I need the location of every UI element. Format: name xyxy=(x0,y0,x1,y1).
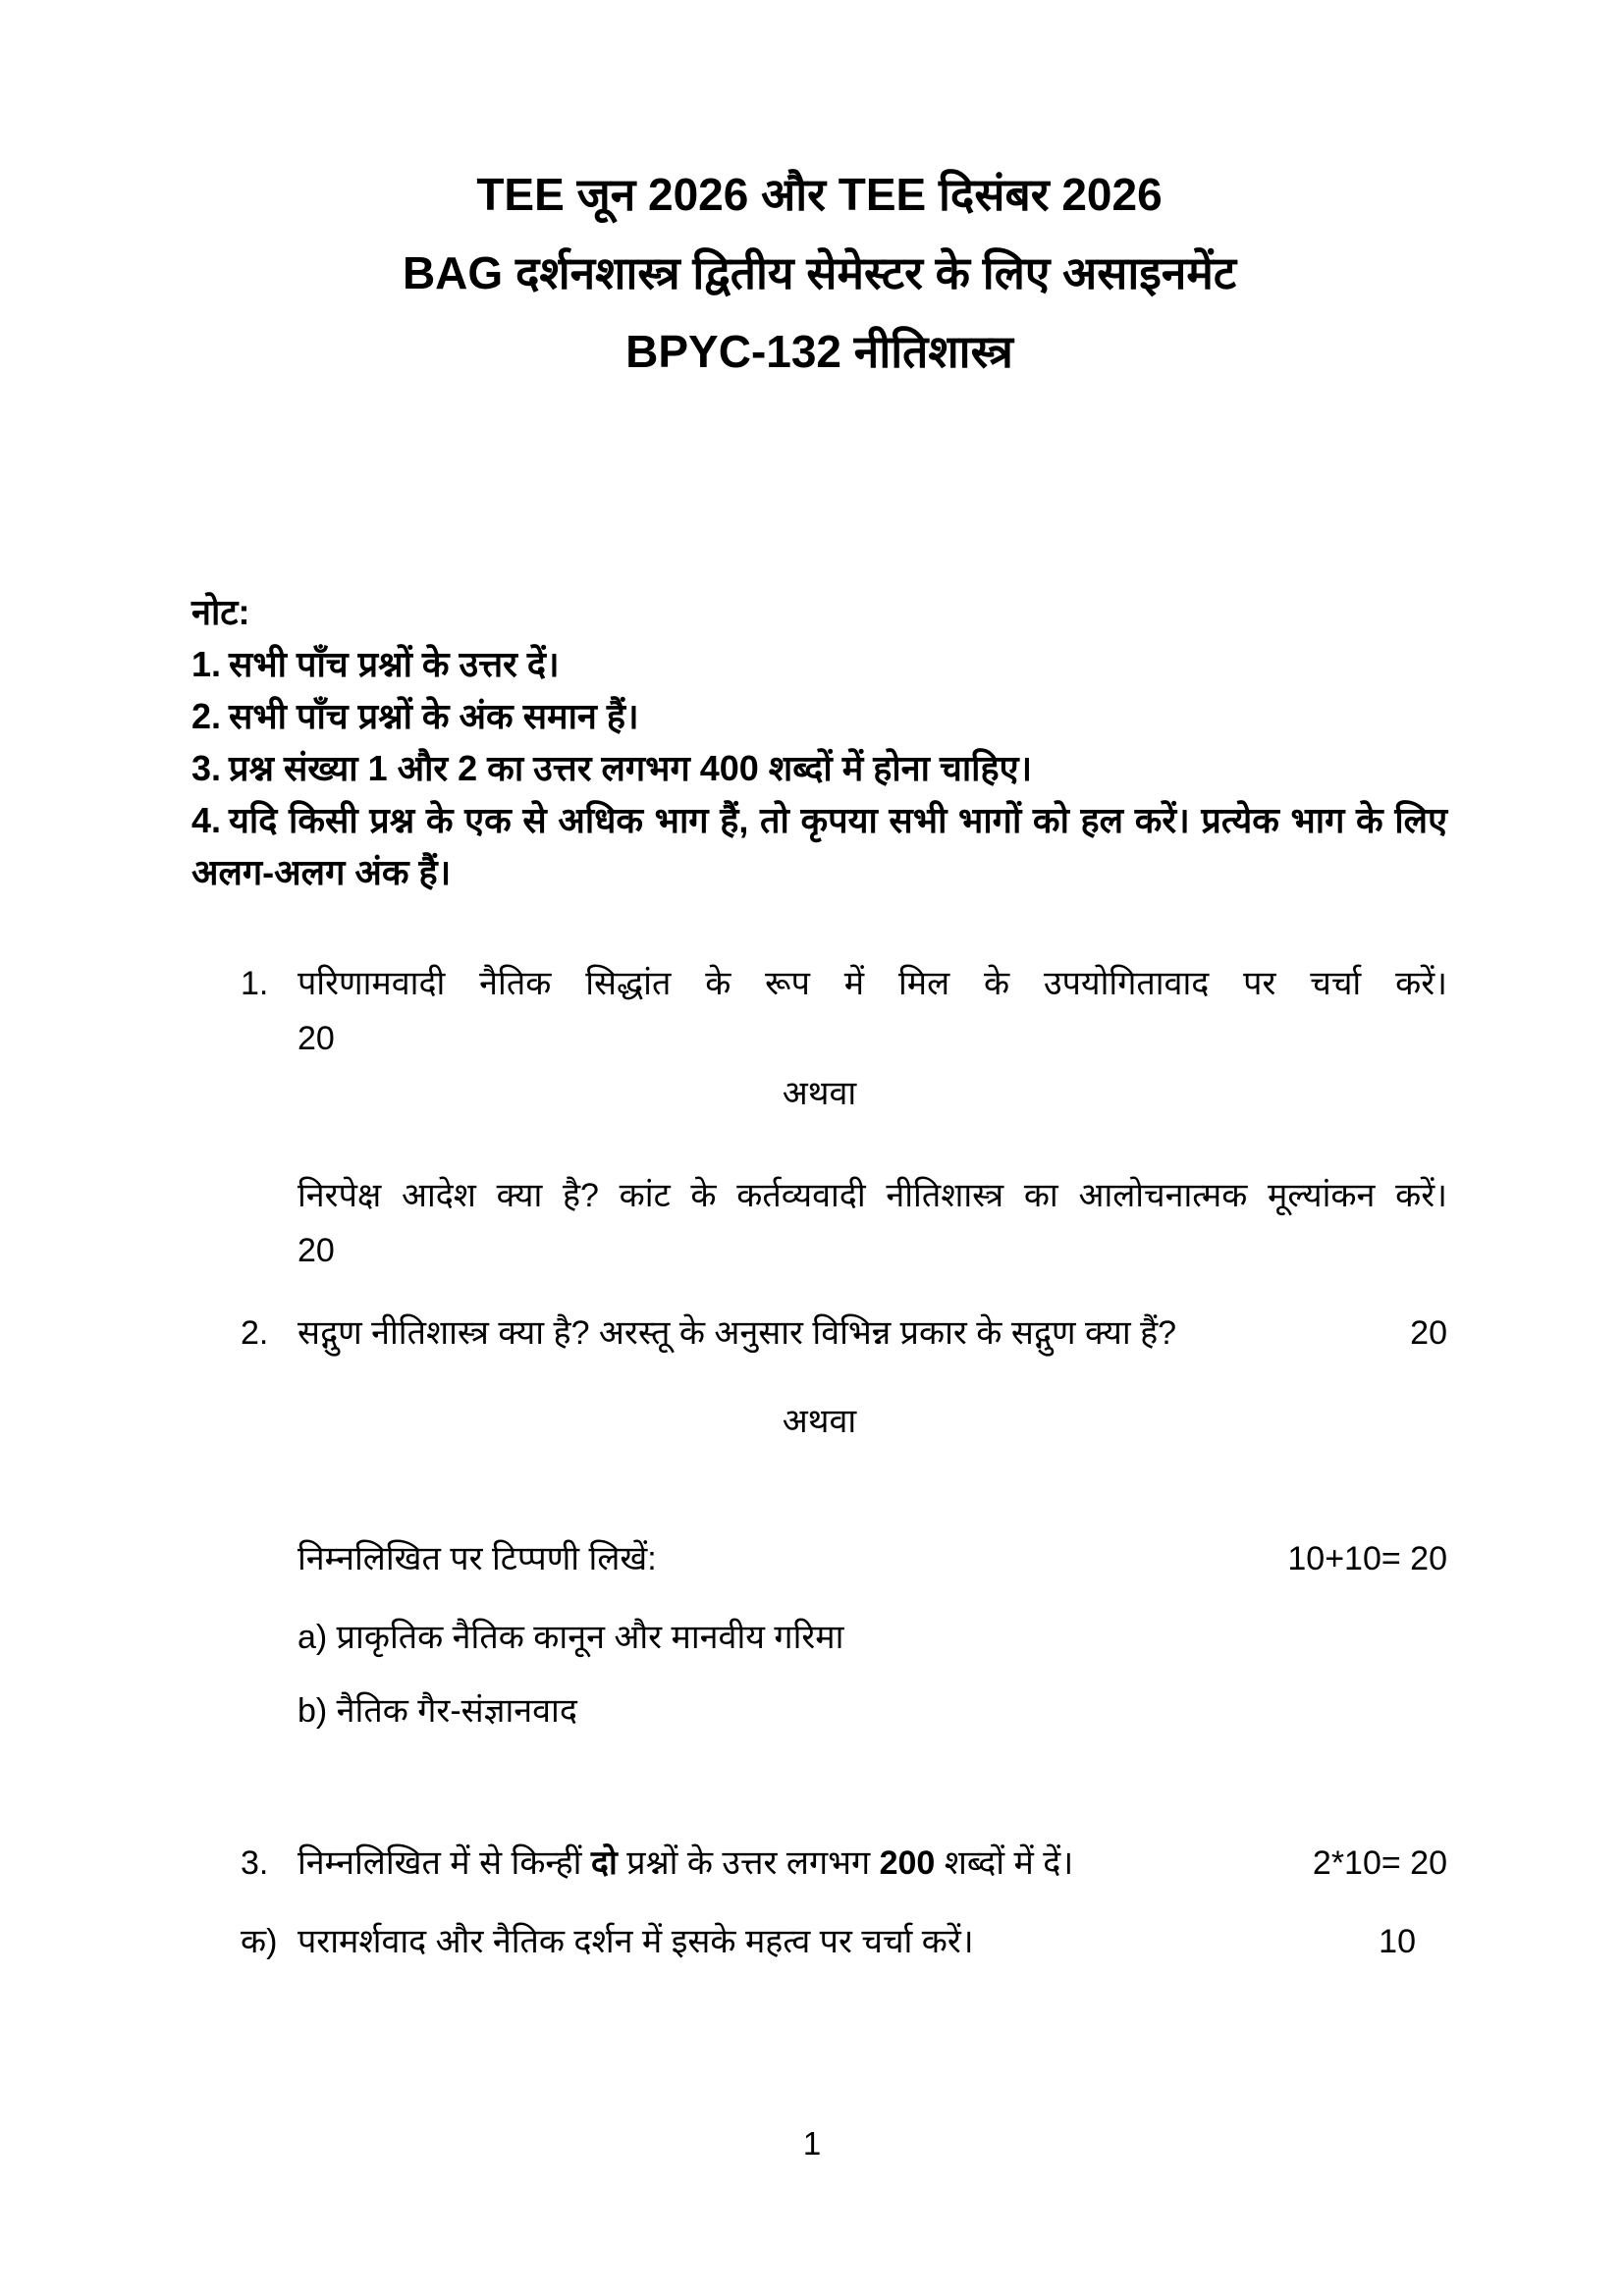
question-2 xyxy=(241,1306,1447,1361)
question-1-alternative xyxy=(241,1168,1447,1278)
question-1 xyxy=(241,956,1447,1066)
question-3 xyxy=(241,1836,1447,1891)
question-3-bold-200: 200 xyxy=(879,1844,936,1882)
notes-section xyxy=(191,586,1447,898)
page-number: 1 xyxy=(802,2125,822,2162)
sub-question-ka-text: परामर्शवाद और नैतिक दर्शन में इसके महत्व पर चर्चा करें। xyxy=(298,1923,974,1960)
note-item-1 xyxy=(191,638,1447,690)
question-2-text: सद्गुण नीतिशास्त्र क्या है? अरस्तू के अनुसार विभिन्न प्रकार के सद्गुण क्या हैं? xyxy=(298,1314,1177,1352)
note-item-2 xyxy=(191,690,1447,742)
note-item-4-text: यदि किसी प्रश्न के एक से अधिक भाग हैं, तो कृपया सभी भागों को हल करें। प्रत्येक भाग के लिए अलग-अलग अंक हैं। xyxy=(191,800,1447,892)
page-title-line-3: BPYC-132 नीतिशास्त्र xyxy=(625,326,1013,377)
sub-question-ka xyxy=(241,1914,1447,1969)
question-1-alternative-text: निरपेक्ष आदेश क्या है? कांट के कर्तव्यवादी नीतिशास्त्र का आलोचनात्मक मूल्यांकन करें। xyxy=(298,1177,1447,1214)
or-divider-2: अथवा xyxy=(782,1403,857,1440)
or-divider-1: अथवा xyxy=(782,1075,857,1112)
question-1-text: परिणामवादी नैतिक सिद्धांत के रूप में मिल के उपयोगितावाद पर चर्चा करें। xyxy=(298,965,1447,1002)
sub-question-ka-label: क) xyxy=(241,1923,278,1960)
page-title-line-1: TEE जून 2026 और TEE दिसंबर 2026 xyxy=(476,169,1163,220)
question-3-bold-two: दो xyxy=(590,1844,618,1882)
sub-question-b: b) नैतिक गैर-संज्ञानवाद xyxy=(298,1692,577,1730)
note-item-4-number: 4. xyxy=(191,800,222,840)
questions-section xyxy=(191,956,1447,1969)
notes-heading: नोट: xyxy=(191,592,250,632)
question-1-alternative-marks: 20 xyxy=(298,1232,335,1269)
page-title xyxy=(191,167,1447,379)
question-2-marks: 20 xyxy=(1410,1314,1447,1352)
note-item-3 xyxy=(191,742,1447,794)
question-2-alternative-marks: 10+10= 20 xyxy=(1287,1540,1447,1577)
question-2-alternative xyxy=(241,1531,1447,1586)
note-item-3-text: प्रश्न संख्या 1 और 2 का उत्तर लगभग 400 शब्दों में होना चाहिए। xyxy=(229,748,1033,788)
question-3-marks: 2*10= 20 xyxy=(1312,1844,1447,1882)
question-3-number: 3. xyxy=(241,1844,269,1882)
note-item-1-number: 1. xyxy=(191,644,222,684)
note-item-4 xyxy=(191,794,1447,898)
page-title-line-2: BAG दर्शनशास्त्र द्वितीय सेमेस्टर के लिए असाइनमेंट xyxy=(402,247,1237,298)
note-item-3-number: 3. xyxy=(191,748,222,788)
note-item-2-text: सभी पाँच प्रश्नों के अंक समान हैं। xyxy=(229,696,639,736)
sub-question-ka-marks: 10 xyxy=(1379,1923,1416,1960)
question-3-text: निम्नलिखित में से किन्हीं दो प्रश्नों के उत्तर लगभग 200 शब्दों में दें। xyxy=(298,1844,1074,1882)
question-1-number: 1. xyxy=(241,965,269,1002)
note-item-1-text: सभी पाँच प्रश्नों के उत्तर दें। xyxy=(229,644,560,684)
sub-question-a: a) प्राकृतिक नैतिक कानून और मानवीय गरिमा xyxy=(298,1619,844,1656)
question-1-marks: 20 xyxy=(298,1020,335,1057)
note-item-2-number: 2. xyxy=(191,696,222,736)
question-2-number: 2. xyxy=(241,1314,269,1352)
question-2-alternative-text: निम्नलिखित पर टिप्पणी लिखें: xyxy=(298,1540,657,1577)
